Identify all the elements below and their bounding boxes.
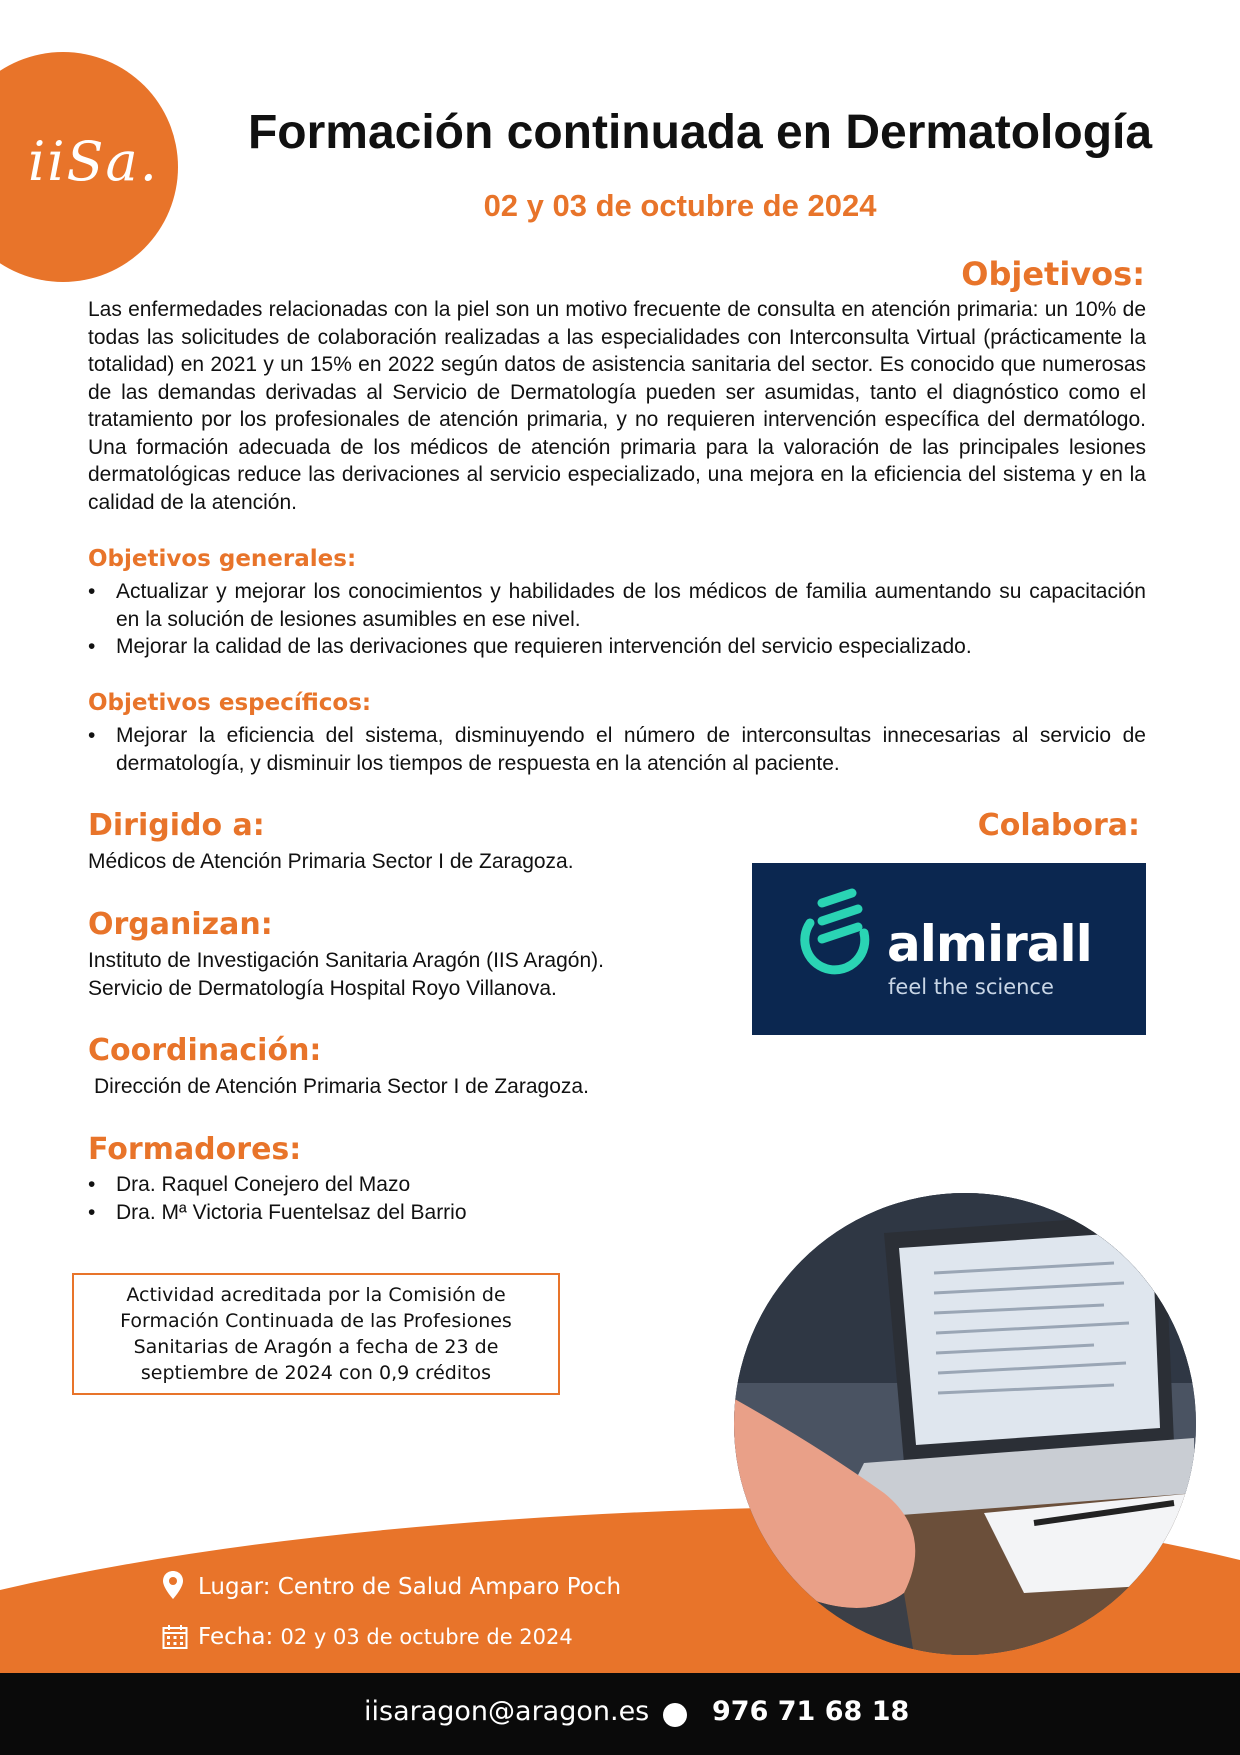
objetivos-especificos-list xyxy=(88,722,1146,777)
objetivos-generales-heading: Objetivos generales: xyxy=(88,546,357,572)
coordinacion-text: Dirección de Atención Primaria Sector I de Zaragoza. xyxy=(94,1075,589,1098)
separator-dot-icon xyxy=(663,1703,687,1727)
lugar-label: Lugar: xyxy=(198,1574,271,1600)
fecha-value: 02 y 03 de octubre de 2024 xyxy=(280,1625,573,1649)
dirigido-text: Médicos de Atención Primaria Sector I de Zaragoza. xyxy=(88,850,574,873)
fecha-line xyxy=(198,1624,573,1650)
list-item: • Dra. Raquel Conejero del Mazo xyxy=(88,1173,411,1196)
objetivos-paragraph: Las enfermedades relacionadas con la piel son un motivo frecuente de consulta en atención primaria: un 10% de todas las solicitudes de colaboración realizadas a las especialidades con Interconsulta Virtual (prácticamente la totalidad) en 2021 y un 15% en 2022 según datos de asistencia sanitaria del sector. Es conocido que numerosas de las demandas derivadas al Servicio de Dermatología pueden ser asumidas, tanto el diagnóstico como el tratamiento por los profesionales de atención primaria, y no requieren intervención específica del dermatólogo. Una formación adecuada de los médicos de atención primaria para la valoración de las principales lesiones dermatológicas reduce las derivaciones al servicio especializado, una mejora en la eficiencia del sistema y en la calidad de la atención. xyxy=(88,298,1146,514)
accreditation-box xyxy=(72,1273,560,1395)
accreditation-text: Actividad acreditada por la Comisión de Formación Continuada de las Profesiones Sanitarias de Aragón a fecha de 23 de septiembre de 2024 con 0,9 créditos xyxy=(120,1284,512,1384)
list-item: • Mejorar la eficiencia del sistema, disminuyendo el número de interconsultas innecesarias al servicio de dermatología, y disminuir los tiempos de respuesta en la atención al paciente. xyxy=(88,724,1146,775)
formadores-list xyxy=(88,1171,688,1226)
dirigido-heading: Dirigido a: xyxy=(88,808,265,843)
footer-phone[interactable]: 976 71 68 18 xyxy=(712,1696,910,1727)
objetivos-especificos-heading: Objetivos específicos: xyxy=(88,690,372,716)
lugar-value: Centro de Salud Amparo Poch xyxy=(277,1574,622,1600)
almirall-brand: almirall xyxy=(887,915,1092,973)
location-pin-icon xyxy=(162,1570,184,1600)
lugar-line xyxy=(198,1574,621,1600)
iis-logo-text: iiSa. xyxy=(28,130,159,193)
colabora-heading: Colabora: xyxy=(977,808,1140,843)
objetivos-heading: Objetivos: xyxy=(961,255,1145,293)
almirall-logo xyxy=(752,863,1146,1035)
event-date: 02 y 03 de octubre de 2024 xyxy=(483,188,877,223)
list-item: • Mejorar la calidad de las derivaciones que requieren intervención del servicio especializado. xyxy=(88,635,972,658)
calendar-icon xyxy=(162,1624,188,1650)
organizan-line-1: Instituto de Investigación Sanitaria Aragón (IIS Aragón). xyxy=(88,949,604,972)
formadores-heading: Formadores: xyxy=(88,1132,302,1167)
organizan-line-2: Servicio de Dermatología Hospital Royo Villanova. xyxy=(88,977,557,1000)
objetivos-generales-list xyxy=(88,578,1146,661)
list-item: • Actualizar y mejorar los conocimientos y habilidades de los médicos de familia aumentando su capacitación en la solución de lesiones asumibles en ese nivel. xyxy=(88,580,1146,631)
almirall-tagline: feel the science xyxy=(888,975,1054,999)
page-title: Formación continuada en Dermatología xyxy=(247,106,1153,159)
fecha-label: Fecha: xyxy=(198,1624,274,1650)
list-item: • Dra. Mª Victoria Fuentelsaz del Barrio xyxy=(88,1200,467,1224)
coordinacion-heading: Coordinación: xyxy=(88,1033,322,1068)
organizan-heading: Organizan: xyxy=(88,907,273,942)
footer-email[interactable]: iisaragon@aragon.es xyxy=(364,1696,650,1727)
laptop-photo xyxy=(734,1193,1196,1655)
